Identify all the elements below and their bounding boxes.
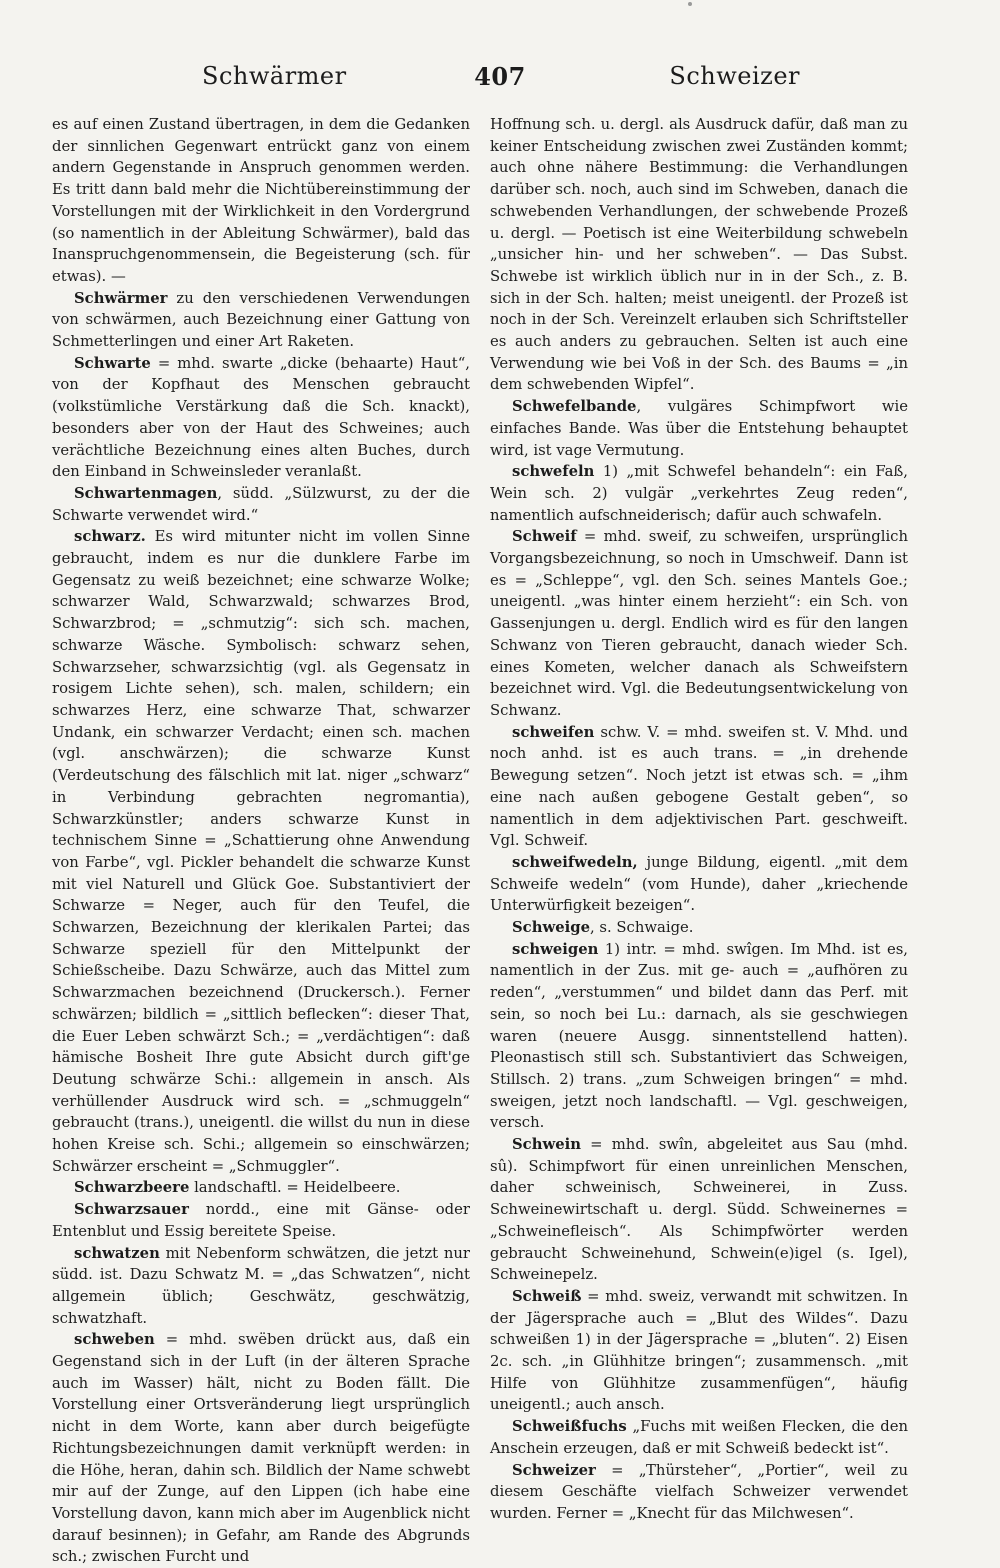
entry-headword: schweben	[74, 1331, 155, 1349]
entry-headword: Schwarzsauer	[74, 1201, 189, 1219]
entry	[490, 852, 908, 917]
entry	[490, 1416, 908, 1459]
entry	[52, 526, 470, 1177]
entry-headword: Schwarte	[74, 354, 151, 372]
entry	[490, 1460, 908, 1525]
entry-text: = mhd. swarte „dicke (behaarte) Haut“, von der Kopfhaut des Menschen gebraucht (volkstümliche Verstärkung daß die Sch. knackt), besonders aber von der Haut des Schweines; auch verächtliche Bezeichnung eines alten Buches, durch den Einband in Schweinsleder veranlaßt.	[52, 354, 470, 481]
entry-text: zu den verschiedenen Verwendungen von schwärmen, auch Bezeichnung einer Gattung von Schmetterlingen und einer Art Raketen.	[52, 289, 470, 351]
entry-text: mit Nebenform schwätzen, die jetzt nur südd. ist. Dazu Schwatz M. = „das Schwatzen“, nicht allgemein üblich; Geschwätz, geschwätzig, schwatzhaft.	[52, 1244, 470, 1327]
entry-continuation	[52, 114, 470, 288]
entry	[490, 917, 908, 939]
entry	[52, 288, 470, 353]
entry-text: 1) „mit Schwefel behandeln“: ein Faß, Wein sch. 2) vulgär „verkehrtes Zeug reden“, namentlich aufschneiderisch; dafür auch schwafeln.	[490, 463, 908, 524]
entry-text: = „Thürsteher“, „Portier“, weil zu diesem Geschäfte vielfach Schweizer verwendet wurden. Ferner = „Knecht für das Milchwesen“.	[490, 1461, 908, 1522]
entry-text: es auf einen Zustand übertragen, in dem die Gedanken der sinnlichen Gegenwart entrückt ganz von einem andern Gegenstande in Anspruch genommen werden. Es tritt dann bald mehr die Nichtübereinstimmung der Vorstellungen mit der Wirklichkeit in den Vordergrund (so namentlich in der Ableitung Schwärmer), bald das Inanspruchgenommensein, die Begeisterung (sch. für etwas). —	[52, 116, 470, 285]
entry-continuation	[490, 114, 908, 396]
entry-headword: Schweizer	[512, 1461, 596, 1479]
entry-headword: schwefeln	[512, 463, 595, 481]
entry-headword: Schwefelbande	[512, 398, 637, 416]
entry	[490, 1134, 908, 1286]
entry-text: , südd. „Sülzwurst, zu der die Schwarte verwendet wird.“	[52, 484, 470, 524]
entry-text: Hoffnung sch. u. dergl. als Ausdruck dafür, daß man zu keiner Entscheidung zwischen zwei Zuständen kommt; auch ohne nähere Bestimmung: die Verhandlungen darüber sch. noch, auch sind im Schweben, danach die schwebenden Verhandlungen, der schwebende Prozeß u. dergl. — Poetisch ist eine Weiterbildung schwebeln „unsicher hin- und her schweben“. — Das Subst. Schwebe ist wirklich üblich nur in in der Sch., z. B. sich in der Sch. halten; meist uneigentl. der Prozeß ist noch in der Sch. Vereinzelt erlauben sich Schriftsteller es auch anders zu gebrauchen. Selten ist auch eine Verwendung wie bei Voß in der Sch. des Baums = „in dem schwebenden Wipfel“.	[490, 116, 908, 394]
entry-headword: Schwartenmagen	[74, 484, 218, 502]
entry-text: landschaftl. = Heidelbeere.	[189, 1179, 401, 1197]
entry-text: Es wird mitunter nicht im vollen Sinne gebraucht, indem es nur die dunklere Farbe im Gegensatz zu weiß bezeichnet; eine schwarze Wolke; schwarzer Wald, Schwarzwald; schwarzes Brod, Schwarzbrod; = „schmutzig“: sich sch. machen, schwarze Wäsche. Symbolisch: schwarz sehen, Schwarzseher, schwarzsichtig (vgl. als Gegensatz in rosigem Lichte sehen), sch. malen, schildern; ein schwarzes Herz, eine schwarze That, schwarzer Undank, ein schwarzer Verdacht; einen sch. machen (vgl. anschwärzen); die schwarze Kunst (Verdeutschung des fälschlich mit lat. niger „schwarz“ in Verbindung gebrachten negromantia), Schwarzkünstler; anders schwarze Kunst in technischem Sinne = „Schattierung ohne Anwendung von Farbe“, vgl. Pickler behandelt die schwarze Kunst mit viel Naturell und Glück Goe. Substantiviert der Schwarze = Neger, auch für den Teufel, die Schwarzen, Bezeichnung der klerikalen Partei; das Schwarze speziell für den Mittelpunkt der Schießscheibe. Dazu Schwärze, auch das Mittel zum Schwarzmachen bezeichnend (Druckersch.). Ferner schwärzen; bildlich = „sittlich beflecken“: dieser That, die Euer Leben schwärzt Sch.; = „verdächtigen“: daß hämische Bosheit Ihre gute Absicht durch gift'ge Deutung schwärze Schi.: allgemein in ansch. Als verhüllender Ausdruck wird sch. = „schmuggeln“ gebraucht (trans.), uneigentl. die willst du nun in diese hohen Kreise sch. Schi.; allgemein so einschwärzen; Schwärzer erscheint = „Schmuggler“.	[52, 528, 470, 1175]
entry-headword: schweigen	[512, 940, 599, 958]
header-right-word: Schweizer	[669, 62, 800, 90]
left-column	[52, 114, 470, 1568]
entry	[490, 722, 908, 852]
entry-text: 1) intr. = mhd. swîgen. Im Mhd. ist es, namentlich in der Zus. mit ge- auch = „aufhören zu reden“, „verstummen“ und bildet dann das Perf. mit sein, so noch bei Lu.: darnach, als sie geschwiegen waren (neuere Ausgg. sinnentstellend hatten). Pleonastisch still sch. Substantiviert das Schweigen, Stillsch. 2) trans. „zum Schweigen bringen“ = mhd. sweigen, jetzt noch landschaftl. — Vgl. geschweigen, versch.	[490, 940, 908, 1132]
entry	[52, 1199, 470, 1242]
entry-text: nordd., eine mit Gänse- oder Entenblut und Essig bereitete Speise.	[52, 1201, 470, 1240]
entry	[490, 461, 908, 526]
entry-headword: Schwein	[512, 1136, 581, 1154]
entry	[52, 483, 470, 526]
entry	[490, 526, 908, 721]
entry-headword: Schweige	[512, 919, 590, 937]
entry-headword: Schweißfuchs	[512, 1418, 627, 1436]
entry-headword: schwatzen	[74, 1244, 160, 1262]
entry-headword: Schweif	[512, 528, 577, 546]
running-header	[52, 62, 948, 96]
header-left-word: Schwärmer	[202, 62, 347, 90]
entry-text: = mhd. swëben drückt aus, daß ein Gegenstand sich in der Luft (in der älteren Sprache auch im Wasser) hält, nicht zu Boden fällt. Die Vorstellung einer Ortsveränderung liegt ursprünglich nicht in dem Worte, kann aber durch beigefügte Richtungsbezeichnungen damit verknüpft werden: in die Höhe, heran, dahin sch. Bildlich der Name schwebt mir auf der Zunge, auf den Lippen (ich habe eine Vorstellung davon, kann mich aber im Augenblick nicht darauf besinnen); in Gefahr, am Rande des Abgrunds sch.; zwischen Furcht und	[52, 1331, 470, 1566]
scan-speck	[688, 2, 692, 6]
entry	[52, 1329, 470, 1568]
entry	[52, 353, 470, 483]
entry	[490, 396, 908, 461]
entry-text: schw. V. = mhd. sweifen st. V. Mhd. und noch anhd. ist es auch trans. = „in drehende Bewegung setzen“. Noch jetzt ist etwas sch. = „ihm eine nach außen gebogene Gestalt geben“, so namentlich in dem adjektivischen Part. geschweift. Vgl. Schweif.	[490, 723, 908, 850]
entry	[52, 1243, 470, 1330]
entry-text: = mhd. swîn, abgeleitet aus Sau (mhd. sû). Schimpfwort für einen unreinlichen Menschen, daher schweinisch, Schweinerei, in Zuss. Schweinewirtschaft u. dergl. Südd. Schweinernes = „Schweinefleisch“. Als Schimpfwörter werden gebraucht Schweinehund, Schwein(e)igel (s. Igel), Schweinepelz.	[490, 1136, 908, 1284]
entry-headword: Schweiß	[512, 1287, 582, 1305]
entry-text: = mhd. sweiz, verwandt mit schwitzen. In der Jägersprache auch = „Blut des Wildes“. Dazu schweißen 1) in der Jägersprache = „bluten“. 2) Eisen 2c. sch. „in Glühhitze bringen“; zusammensch. „mit Hilfe von Glühhitze zusammenfügen“, häufig uneigentl.; auch ansch.	[490, 1287, 908, 1414]
entry	[490, 939, 908, 1134]
entry-text: , s. Schwaige.	[590, 919, 694, 937]
right-column	[490, 114, 908, 1525]
entry-headword: Schwarzbeere	[74, 1179, 190, 1197]
entry-headword: schwarz.	[74, 528, 146, 546]
entry-text: , vulgäres Schimpfwort wie einfaches Bande. Was über die Entstehung behauptet wird, ist vage Vermutung.	[490, 398, 908, 459]
entry-headword: schweifwedeln,	[512, 853, 638, 871]
entry-text: junge Bildung, eigentl. „mit dem Schweife wedeln“ (vom Hunde), daher „kriechende Unterwürfigkeit bezeigen“.	[490, 853, 908, 915]
entry-headword: Schwärmer	[74, 289, 168, 307]
entry-headword: schweifen	[512, 723, 595, 741]
entry-text: „Fuchs mit weißen Flecken, die den Anschein erzeugen, daß er mit Schweiß bedeckt ist“.	[490, 1418, 908, 1457]
page-number: 407	[474, 62, 526, 91]
entry-text: = mhd. sweif, zu schweifen, ursprünglich Vorgangsbezeichnung, so noch in Umschweif. Dann ist es = „Schleppe“, vgl. den Sch. seines Mantels Goe.; uneigentl. „was hinter einem herzieht“: ein Sch. von Gassenjungen u. dergl. Endlich wird es für den langen Schwanz von Tieren gebraucht, danach wieder Sch. eines Kometen, welcher danach als Schweifstern bezeichnet wird. Vgl. die Bedeutungsentwickelung von Schwanz.	[490, 528, 908, 719]
entry	[490, 1286, 908, 1416]
entry	[52, 1177, 470, 1199]
